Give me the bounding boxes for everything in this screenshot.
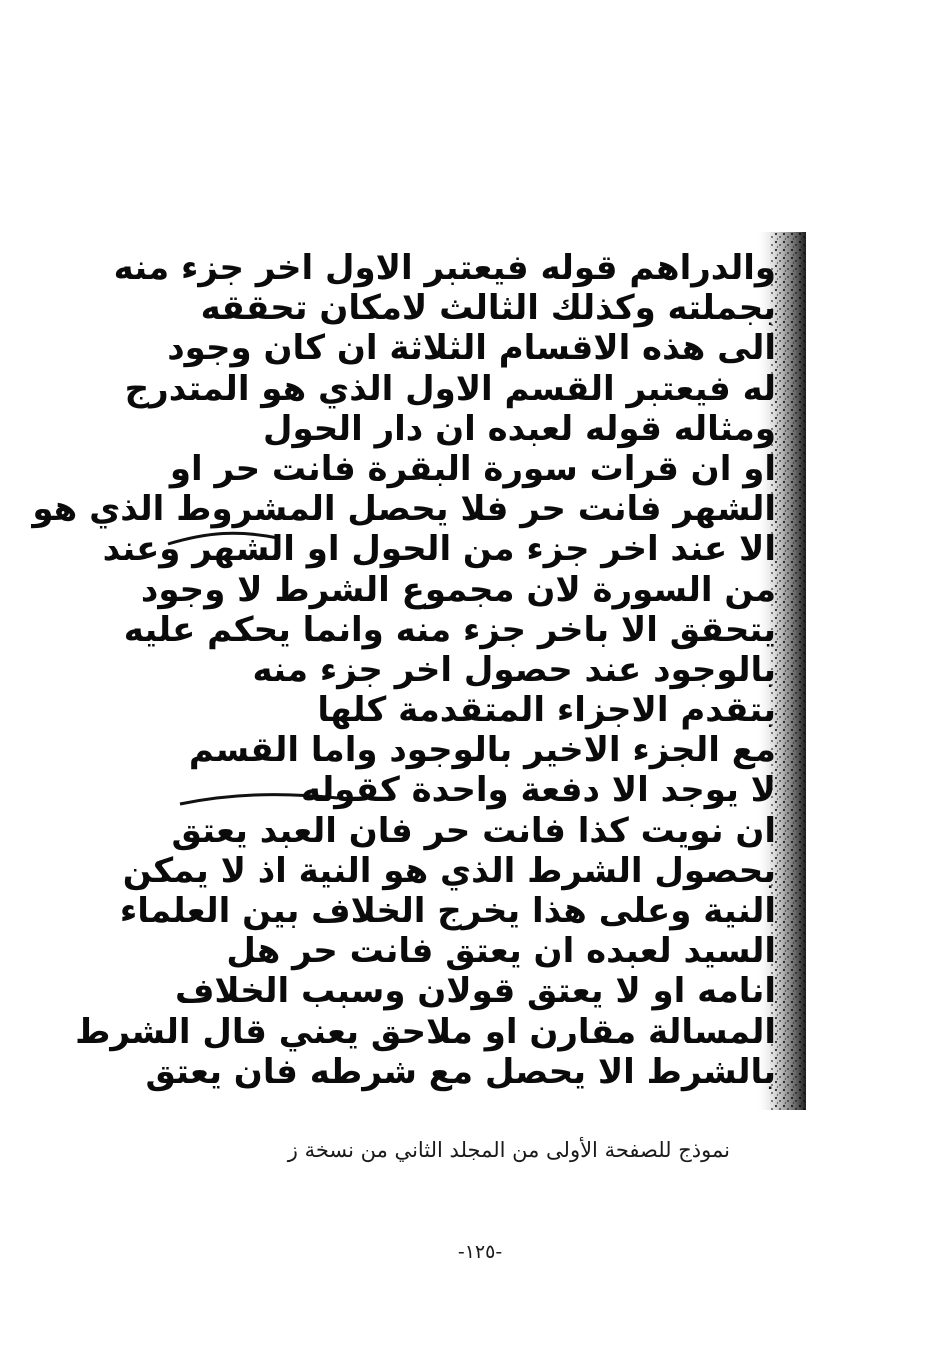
manuscript-line: له فيعتبر القسم الاول الذي هو المتدرج — [124, 368, 776, 409]
manuscript-image — [32, 232, 806, 1110]
manuscript-line: المسالة مقارن او ملاحق يعني قال الشرط — [75, 1011, 776, 1052]
manuscript-line: السيد لعبده ان يعتق فانت حر هل — [226, 931, 776, 972]
page-number: -١٢٥- — [457, 1241, 503, 1263]
manuscript-line: او ان قرات سورة البقرة فانت حر او — [169, 448, 776, 489]
manuscript-line: بحصول الشرط الذي هو النية اذ لا يمكن — [122, 850, 776, 891]
manuscript-line: مع الجزء الاخير بالوجود واما القسم — [188, 730, 776, 771]
manuscript-line: النية وعلى هذا يخرج الخلاف بين العلماء — [119, 891, 776, 931]
manuscript-line: لا يوجد الا دفعة واحدة كقوله — [300, 770, 776, 811]
manuscript-line: بالشرط الا يحصل مع شرطه فان يعتق — [145, 1051, 776, 1092]
manuscript-line: ومثاله قوله لعبده ان دار الحول — [262, 408, 776, 449]
manuscript-line: يتحقق الا باخر جزء منه وانما يحكم عليه — [123, 609, 776, 650]
manuscript-line: بالوجود عند حصول اخر جزء منه — [252, 649, 776, 690]
manuscript-line: بتقدم الاجزاء المتقدمة كلها — [317, 690, 776, 731]
manuscript-line: انامه او لا يعتق قولان وسبب الخلاف — [174, 971, 776, 1012]
manuscript-line: الى هذه الاقسام الثلاثة ان كان وجود — [167, 328, 776, 369]
manuscript-text — [32, 248, 776, 1108]
manuscript-line: والدراهم قوله فيعتبر الاول اخر جزء منه — [113, 248, 776, 288]
manuscript-line: ان نويت كذا فانت حر فان العبد يعتق — [171, 810, 776, 851]
manuscript-line: الشهر فانت حر فلا يحصل المشروط الذي هو — [32, 489, 776, 530]
manuscript-line: الا عند اخر جزء من الحول او الشهر وعند — [102, 529, 776, 570]
manuscript-line: بجملته وكذلك الثالث لامكان تحققه — [200, 288, 776, 329]
image-caption: نموذج للصفحة الأولى من المجلد الثاني من نسخة ز — [287, 1138, 730, 1162]
manuscript-line: من السورة لان مجموع الشرط لا وجود — [140, 569, 776, 610]
